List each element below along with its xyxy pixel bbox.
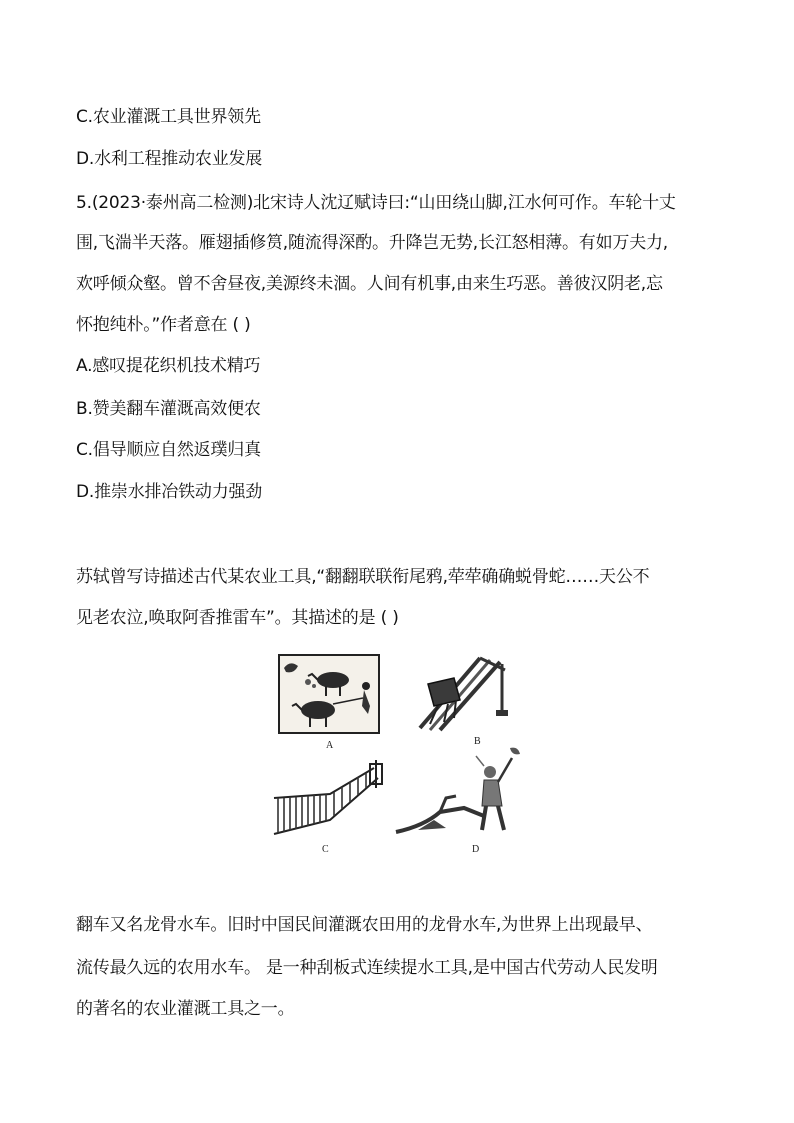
q5-stem-line4: 怀抱纯朴。”作者意在 ( ) xyxy=(76,315,251,335)
q5-stem-line2: 围,飞湍半天落。雁翅插修筼,随流得深酌。升降岂无势,长江怒相薄。有如万夫力, xyxy=(76,233,669,253)
q5-option-b: B.赞美翻车灌溉高效便农 xyxy=(76,399,261,419)
q4-option-d: D.水利工程推动农业发展 xyxy=(76,149,263,169)
option-b-label: B xyxy=(474,736,481,747)
q5-option-d: D.推崇水排冶铁动力强劲 xyxy=(76,482,263,502)
explanation-line2: 流传最久远的农用水车。 是一种刮板式连续提水工具,是中国古代劳动人民发明 xyxy=(76,958,658,978)
option-a-image xyxy=(278,654,380,734)
q6-stem-line1: 苏轼曾写诗描述古代某农业工具,“翻翻联联衔尾鸦,荦荦确确蜕骨蛇……天公不 xyxy=(76,567,650,587)
option-b-image xyxy=(410,650,525,734)
q4-option-c: C.农业灌溉工具世界领先 xyxy=(76,107,261,127)
q5-stem-line1: 5.(2023·泰州高二检测)北宋诗人沈辽赋诗曰:“山田绕山脚,江水何可作。车轮十丈 xyxy=(76,193,676,213)
explanation-line1: 翻车又名龙骨水车。旧时中国民间灌溉农田用的龙骨水车,为世界上出现最早、 xyxy=(76,915,653,935)
q6-figure xyxy=(270,648,530,863)
q6-stem-line2: 见老农泣,唤取阿香推雷车”。其描述的是 ( ) xyxy=(76,608,399,628)
option-c-label: C xyxy=(322,844,329,855)
q5-option-c: C.倡导顺应自然返璞归真 xyxy=(76,440,261,460)
q5-option-a: A.感叹提花织机技术精巧 xyxy=(76,356,261,376)
option-c-image xyxy=(270,758,390,838)
option-d-label: D xyxy=(472,844,480,855)
option-a-label: A xyxy=(326,740,334,751)
explanation-line3: 的著名的农业灌溉工具之一。 xyxy=(76,999,295,1019)
q5-stem-line3: 欢呼倾众壑。曾不舍昼夜,美源终未涸。人间有机事,由来生巧恶。善彼汉阴老,忘 xyxy=(76,274,663,294)
option-d-image xyxy=(394,742,530,838)
